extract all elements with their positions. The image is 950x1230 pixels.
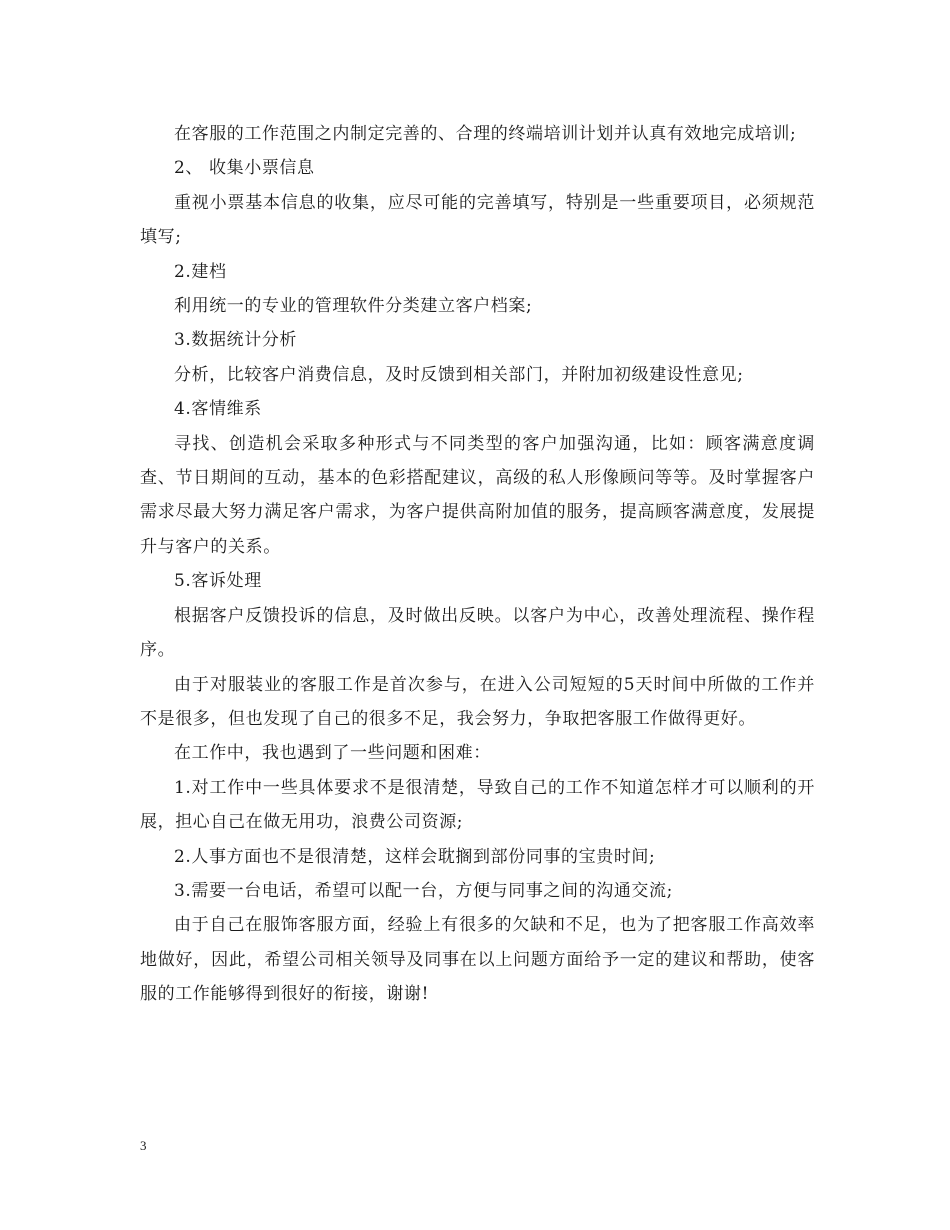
paragraph: 由于自己在服饰客服方面，经验上有很多的欠缺和不足，也为了把客服工作高效率地做好，因此，希望公司相关领导及同事在以上问题方面给予一定的建议和帮助，使客服的工作能够得到很好的衔接，谢谢! [140,915,815,1005]
paragraph: 在工作中，我也遇到了一些问题和困难： [174,743,491,764]
paragraph: 利用统一的专业的管理软件分类建立客户档案; [174,296,533,317]
paragraph: 在客服的工作范围之内制定完善的、合理的终端培训计划并认真有效地完成培训; [174,124,797,144]
list-item: 1.对工作中一些具体要求不是很清楚，导致自己的工作不知道怎样才可以顺利的开展，担心自己在做无用功，浪费公司资源; [140,777,815,833]
paragraph: 根据客户反馈投诉的信息，及时做出反映。以客户为中心，改善处理流程、操作程序。 [140,605,815,661]
list-item: 3.需要一台电话，希望可以配一台，方便与同事之间的沟通交流; [174,880,673,901]
page-number: 3 [140,1138,147,1153]
section-heading: 2、 收集小票信息 [174,158,315,179]
section-heading: 2.建档 [174,261,227,282]
paragraph: 分析，比较客户消费信息，及时反馈到相关部门，并附加初级建设性意见; [174,364,744,385]
section-heading: 3.数据统计分析 [174,330,298,351]
section-heading: 5.客诉处理 [174,571,262,592]
paragraph: 重视小票基本信息的收集，应尽可能的完善填写，特别是一些重要项目，必须规范填写; [140,192,815,248]
section-heading: 4.客情维系 [174,399,262,420]
paragraph: 寻找、创造机会采取多种形式与不同类型的客户加强沟通，比如：顾客满意度调查、节日期间的互动，基本的色彩搭配建议，高级的私人形像顾问等等。及时掌握客户需求尽最大努力满足客户需求，为客户提供高附加值的服务，提高顾客满意度，发展提升与客户的关系。 [140,433,815,557]
document-body [140,117,815,1012]
paragraph: 由于对服装业的客服工作是首次参与，在进入公司短短的5天时间中所做的工作并不是很多，但也发现了自己的很多不足，我会努力，争取把客服工作做得更好。 [140,674,815,729]
list-item: 2.人事方面也不是很清楚，这样会耽搁到部份同事的宝贵时间; [174,846,656,867]
